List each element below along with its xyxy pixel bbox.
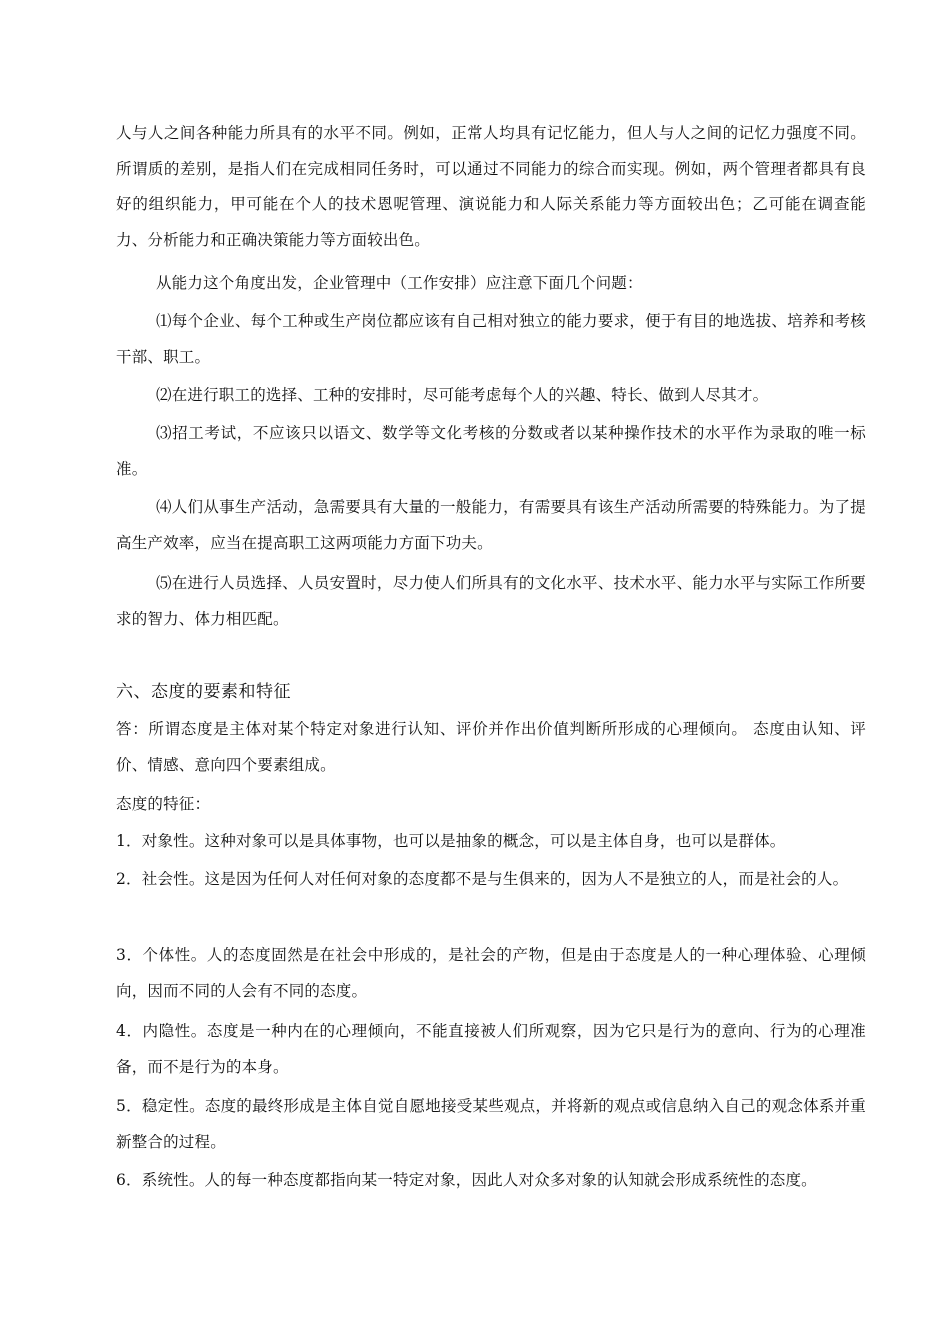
feature-item-6: 6．系统性。人的每一种态度都指向某一特定对象，因此人对众多对象的认知就会形成系统性的态度。 <box>116 1171 817 1189</box>
features-title: 态度的特征： <box>116 795 211 813</box>
list-item-3: ⑶招工考试，不应该只以语文、数学等文化考核的分数或者以某种操作技术的水平作为录取的唯一标准。 <box>116 424 866 478</box>
paragraph-ability-differences: 人与人之间各种能力所具有的水平不同。例如，正常人均具有记忆能力，但人与人之间的记忆力强度不同。所谓质的差别，是指人们在完成相同任务时，可以通过不同能力的综合而实现。例如，两个管理者都具有良好的组织能力，甲可能在个人的技术恩呢管理、演说能力和人际关系能力等方面较出色；乙可能在调查能力、分析能力和正确决策能力等方面较出色。 <box>116 124 866 249</box>
list-item-4: ⑷人们从事生产活动，急需要具有大量的一般能力，有需要具有该生产活动所需要的特殊能力。为了提高生产效率，应当在提高职工这两项能力方面下功夫。 <box>116 498 866 552</box>
feature-item-1: 1．对象性。这种对象可以是具体事物，也可以是抽象的概念，可以是主体自身，也可以是群体。 <box>116 832 786 850</box>
list-item-1: ⑴每个企业、每个工种或生产岗位都应该有自己相对独立的能力要求，便于有目的地选拔、培养和考核干部、职工。 <box>116 312 866 366</box>
section-heading: 六、态度的要素和特征 <box>116 682 291 702</box>
answer-paragraph: 答：所谓态度是主体对某个特定对象进行认知、评价并作出价值判断所形成的心理倾向。 态度由认知、评价、情感、意向四个要素组成。 <box>116 720 866 774</box>
paragraph-management-lead: 从能力这个角度出发，企业管理中（工作安排）应注意下面几个问题： <box>156 274 643 292</box>
feature-item-5: 5．稳定性。态度的最终形成是主体自觉自愿地接受某些观点，并将新的观点或信息纳入自己的观念体系并重新整合的过程。 <box>116 1097 866 1151</box>
feature-item-4: 4．内隐性。态度是一种内在的心理倾向，不能直接被人们所观察，因为它只是行为的意向、行为的心理准备，而不是行为的本身。 <box>116 1022 866 1076</box>
list-item-2: ⑵在进行职工的选择、工种的安排时，尽可能考虑每个人的兴趣、特长、做到人尽其才。 <box>156 386 769 404</box>
feature-item-3: 3．个体性。人的态度固然是在社会中形成的，是社会的产物，但是由于态度是人的一种心理体验、心理倾向，因而不同的人会有不同的态度。 <box>116 946 866 1000</box>
feature-item-2: 2．社会性。这是因为任何人对任何对象的态度都不是与生俱来的，因为人不是独立的人，而是社会的人。 <box>116 870 849 888</box>
list-item-5: ⑸在进行人员选择、人员安置时，尽力使人们所具有的文化水平、技术水平、能力水平与实际工作所要求的智力、体力相匹配。 <box>116 574 866 628</box>
